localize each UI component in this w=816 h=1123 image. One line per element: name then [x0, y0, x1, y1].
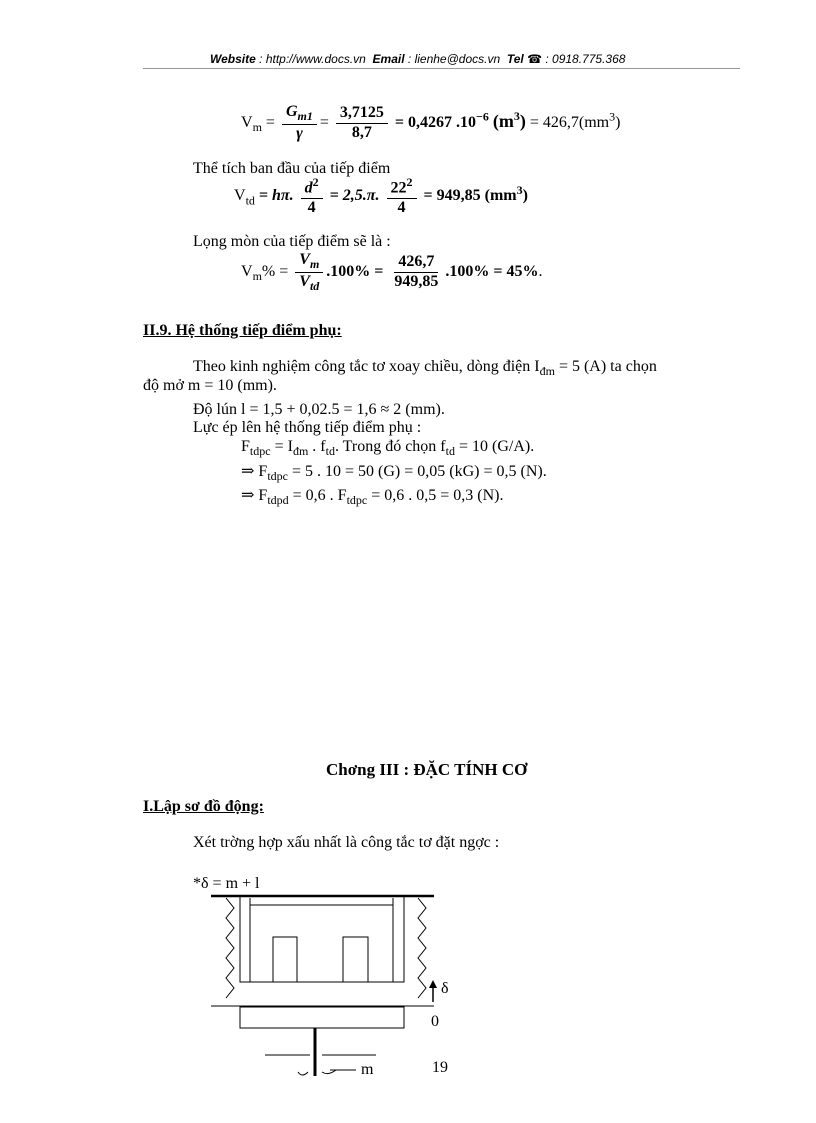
line-force: Lực ép lên hệ thống tiếp điểm phụ :: [193, 419, 422, 436]
core-tooth-right: [343, 937, 368, 982]
formula-force-3: ⇒ $F_{tdpd} = 0,6$ . $F_{tdpc} = 0,6$ . 0,5 = 0,3 (N).: [241, 487, 504, 508]
formula-force-1: $F_{tdpc} = I_{đm}$ . $f_{td}$. Trong đó chọn $f_{td} = 10$ (G/A).: [241, 438, 535, 459]
chapter-title: Chơng III : ĐẶC TÍNH CƠ: [326, 760, 528, 779]
section-heading-kinematic: I.Lập sơ đồ động:: [143, 798, 264, 815]
tel-value: : 0918.775.368: [542, 52, 626, 66]
lower-block: [240, 1007, 404, 1028]
equation-volume-wear: $V_m$ = $\frac{G_{m1}}{\gamma}$ = $\frac{3,7125}{8,7}$ = 0,4267 $.10^{-6}$ $(m^3) = 426,7(mm^3)$: [241, 103, 621, 142]
diagram-formula: *δ = m + l: [193, 875, 260, 892]
line-penetration: Độ lún l = 1,5 + 0,02.5 = 1,6 ≈ 2 (mm).: [193, 401, 445, 418]
arrow-head-icon: [429, 980, 437, 988]
spring-left: [226, 898, 234, 998]
equation-initial-volume: $V_{td} = h\pi$. $\frac{d^2}{4}$ = 2,5.π. $\frac{22^2}{4}$ = 949,85 $(mm^3)$: [234, 175, 528, 217]
page-header: Website : http://www.docs.vn Email : lienhe@docs.vn Tel ☎ : 0918.775.368: [210, 52, 626, 66]
armature-frame: [240, 897, 404, 982]
phone-icon: ☎: [527, 52, 543, 66]
equation-wear-percent: $V_m\%$ = $\frac{V_m}{V_{td}}$ .100% = $\frac{426,7}{949,85}$ .100% = 45%.: [241, 251, 543, 293]
delta-label: δ: [441, 980, 449, 997]
paragraph-experience: Theo kinh nghiệm công tắc tơ xoay chiều, dòng điện $I_{đm} = 5$ (A) ta chọn: [193, 358, 657, 379]
text-wear-amount: Lọng mòn của tiếp điểm sẽ là :: [193, 233, 391, 250]
formula-force-2: ⇒ $F_{tdpc} = 5$ . 10 = 50 (G) = 0,05 (kG) = 0,5 (N).: [241, 463, 547, 484]
implies-icon: ⇒: [241, 463, 255, 480]
m-label: m: [361, 1061, 374, 1078]
implies-icon: ⇒: [241, 487, 255, 504]
website-label: Website: [210, 52, 256, 66]
zero-label: 0: [431, 1013, 439, 1030]
paragraph-worst-case: Xét trờng hợp xấu nhất là công tắc tơ đặt ngợc :: [193, 834, 500, 851]
paragraph-opening: độ mở m = 10 (mm).: [143, 377, 277, 394]
text-initial-volume: Thể tích ban đầu của tiếp điểm: [193, 160, 391, 177]
page-number: 19: [432, 1059, 448, 1076]
tel-label: Tel: [506, 52, 524, 66]
email-value[interactable]: lienhe@docs.vn: [414, 52, 501, 66]
website-url[interactable]: http://www.docs.vn: [265, 52, 366, 66]
email-label: Email: [372, 52, 405, 66]
core-tooth-left: [273, 937, 297, 982]
spring-right: [418, 898, 426, 998]
section-heading-auxiliary-contacts: II.9. Hệ thống tiếp điểm phụ:: [143, 322, 342, 339]
core-top: [250, 898, 393, 905]
